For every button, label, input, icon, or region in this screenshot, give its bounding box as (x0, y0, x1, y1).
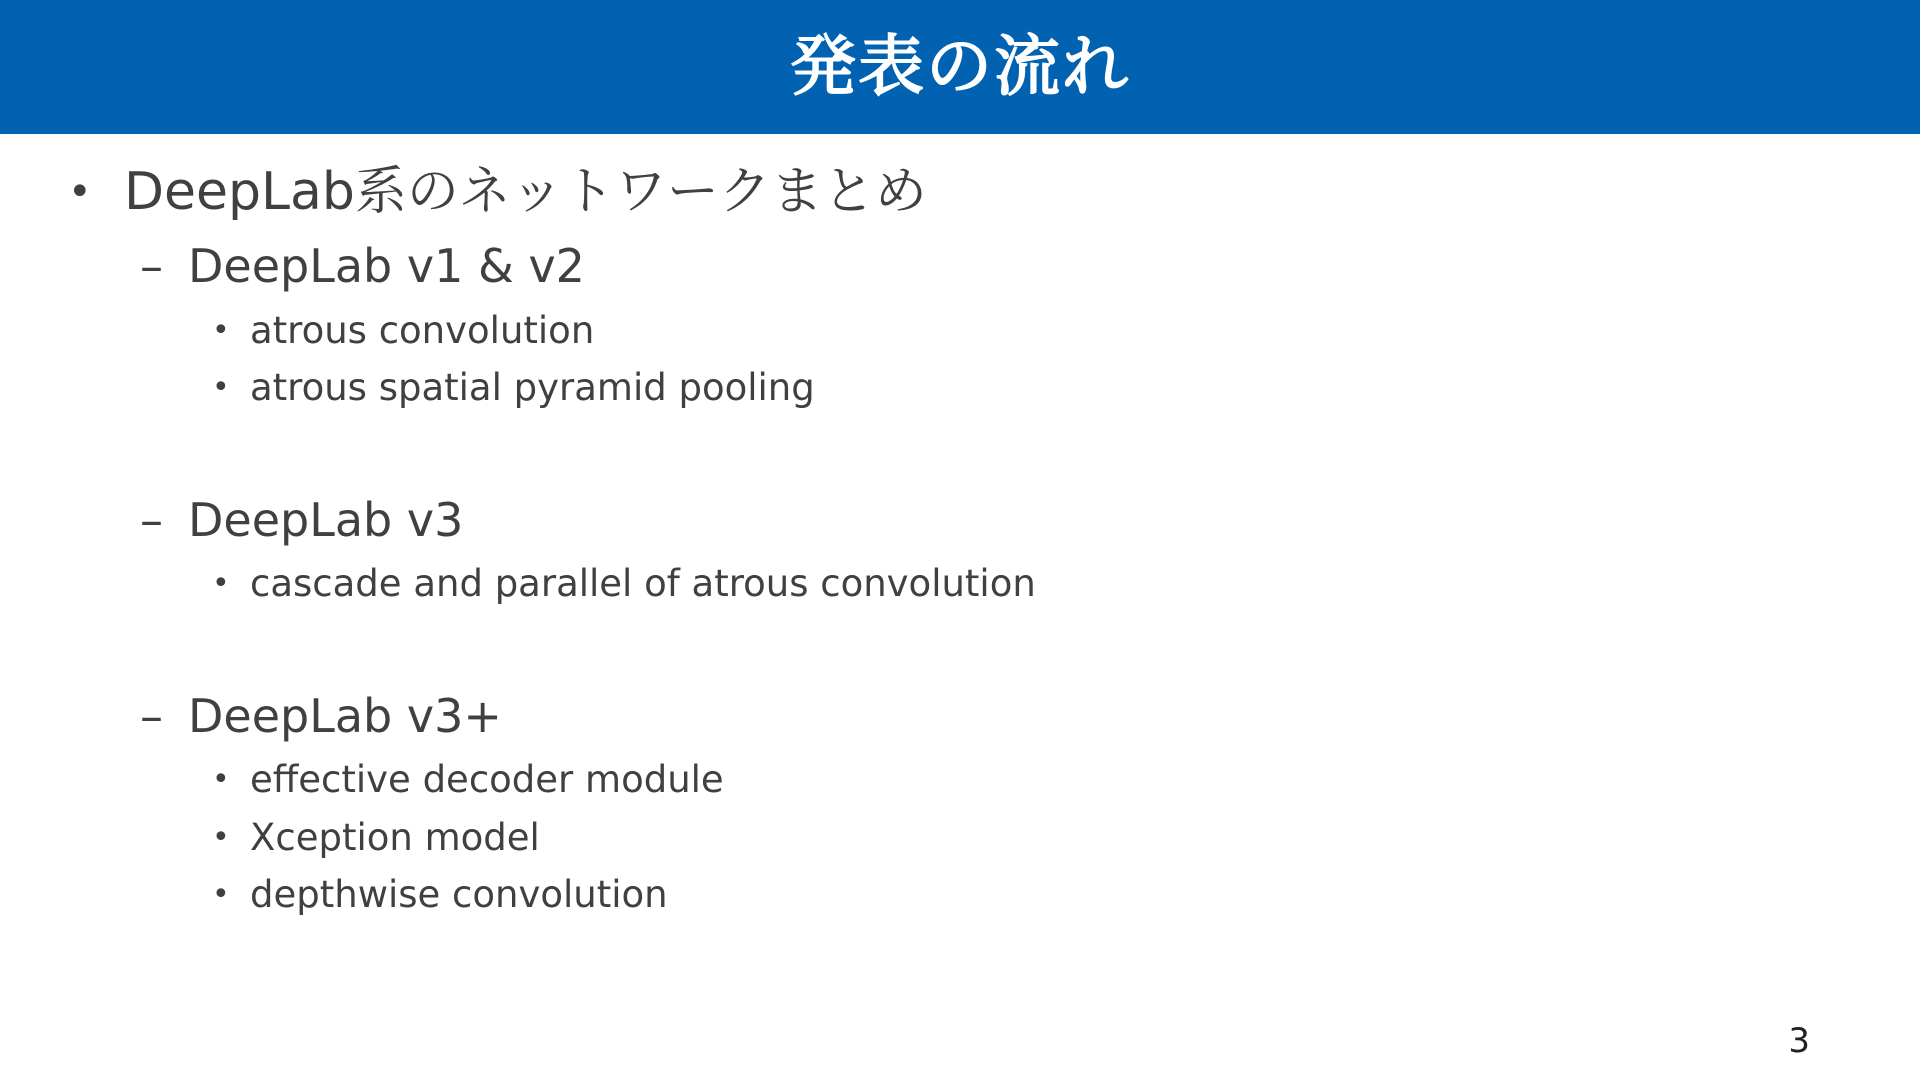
page-number: 3 (1788, 1021, 1810, 1061)
section-label: DeepLab v3+ (188, 689, 502, 743)
list-item-text: atrous spatial pyramid pooling (250, 366, 815, 409)
slide-title: 発表の流れ (790, 28, 1130, 105)
section-label: DeepLab v3 (188, 493, 464, 547)
dash-icon: – (140, 239, 163, 293)
bullet-icon: • (68, 169, 92, 215)
bullet-icon: • (212, 566, 230, 601)
list-item-text: effective decoder module (250, 758, 724, 801)
dash-icon: – (140, 493, 163, 547)
dash-icon: – (140, 689, 163, 743)
section-label: DeepLab v1 & v2 (188, 239, 585, 293)
bullet-icon: • (212, 313, 230, 348)
list-item-text: atrous convolution (250, 309, 595, 352)
list-item-text: cascade and parallel of atrous convolution (250, 562, 1036, 605)
list-item-text: Xception model (250, 816, 540, 859)
bullet-icon: • (212, 877, 230, 912)
list-item-text: depthwise convolution (250, 873, 668, 916)
bullet-icon: • (212, 762, 230, 797)
outline-heading-text: DeepLab系のネットワークまとめ (124, 162, 927, 222)
bullet-icon: • (212, 820, 230, 855)
bullet-icon: • (212, 370, 230, 405)
